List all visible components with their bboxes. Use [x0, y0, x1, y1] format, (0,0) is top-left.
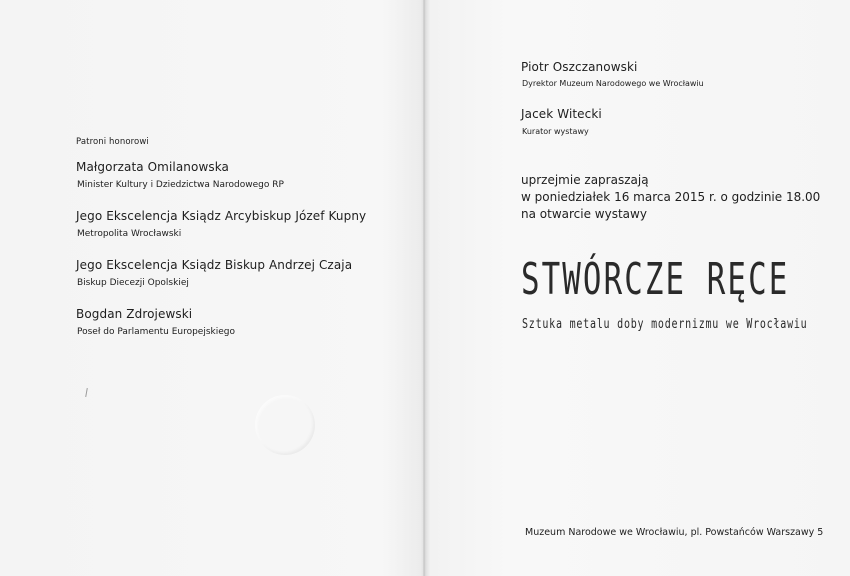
- patron-role-3: Biskup Diecezji Opolskiej: [77, 278, 189, 288]
- paper-mark: [85, 388, 88, 397]
- exhibition-title: STWÓRCZE RĘCE: [521, 254, 790, 305]
- emboss-seal: [255, 395, 315, 455]
- invitation-line-2: w poniedziałek 16 marca 2015 r. o godzinie 18.00: [521, 190, 821, 204]
- museum-address: Muzeum Narodowe we Wrocławiu, pl. Powstańców Warszawy 5: [525, 527, 824, 538]
- invitation-line-3: na otwarcie wystawy: [521, 207, 647, 221]
- patron-name-1: Małgorzata Omilanowska: [76, 160, 229, 174]
- patrons-heading: Patroni honorowi: [76, 137, 149, 147]
- exhibition-subtitle: Sztuka metalu doby modernizmu we Wrocławiu: [522, 317, 808, 332]
- patron-role-1: Minister Kultury i Dziedzictwa Narodowego RP: [77, 180, 284, 190]
- invitation-text: [521, 172, 820, 223]
- host-role-1: Dyrektor Muzeum Narodowego we Wrocławiu: [522, 79, 704, 88]
- patron-role-4: Poseł do Parlamentu Europejskiego: [77, 327, 236, 337]
- patron-name-2: Jego Ekscelencja Ksiądz Arcybiskup Józef Kupny: [76, 209, 367, 223]
- patron-name-3: Jego Ekscelencja Ksiądz Biskup Andrzej Czaja: [76, 258, 353, 272]
- right-page: [426, 0, 850, 576]
- left-page: [0, 0, 424, 576]
- host-role-2: Kurator wystawy: [522, 127, 589, 136]
- host-name-1: Piotr Oszczanowski: [521, 60, 638, 74]
- host-name-2: Jacek Witecki: [521, 107, 602, 121]
- patron-name-4: Bogdan Zdrojewski: [76, 307, 193, 321]
- patron-role-2: Metropolita Wrocławski: [77, 229, 182, 239]
- invitation-line-1: uprzejmie zapraszają: [521, 173, 649, 187]
